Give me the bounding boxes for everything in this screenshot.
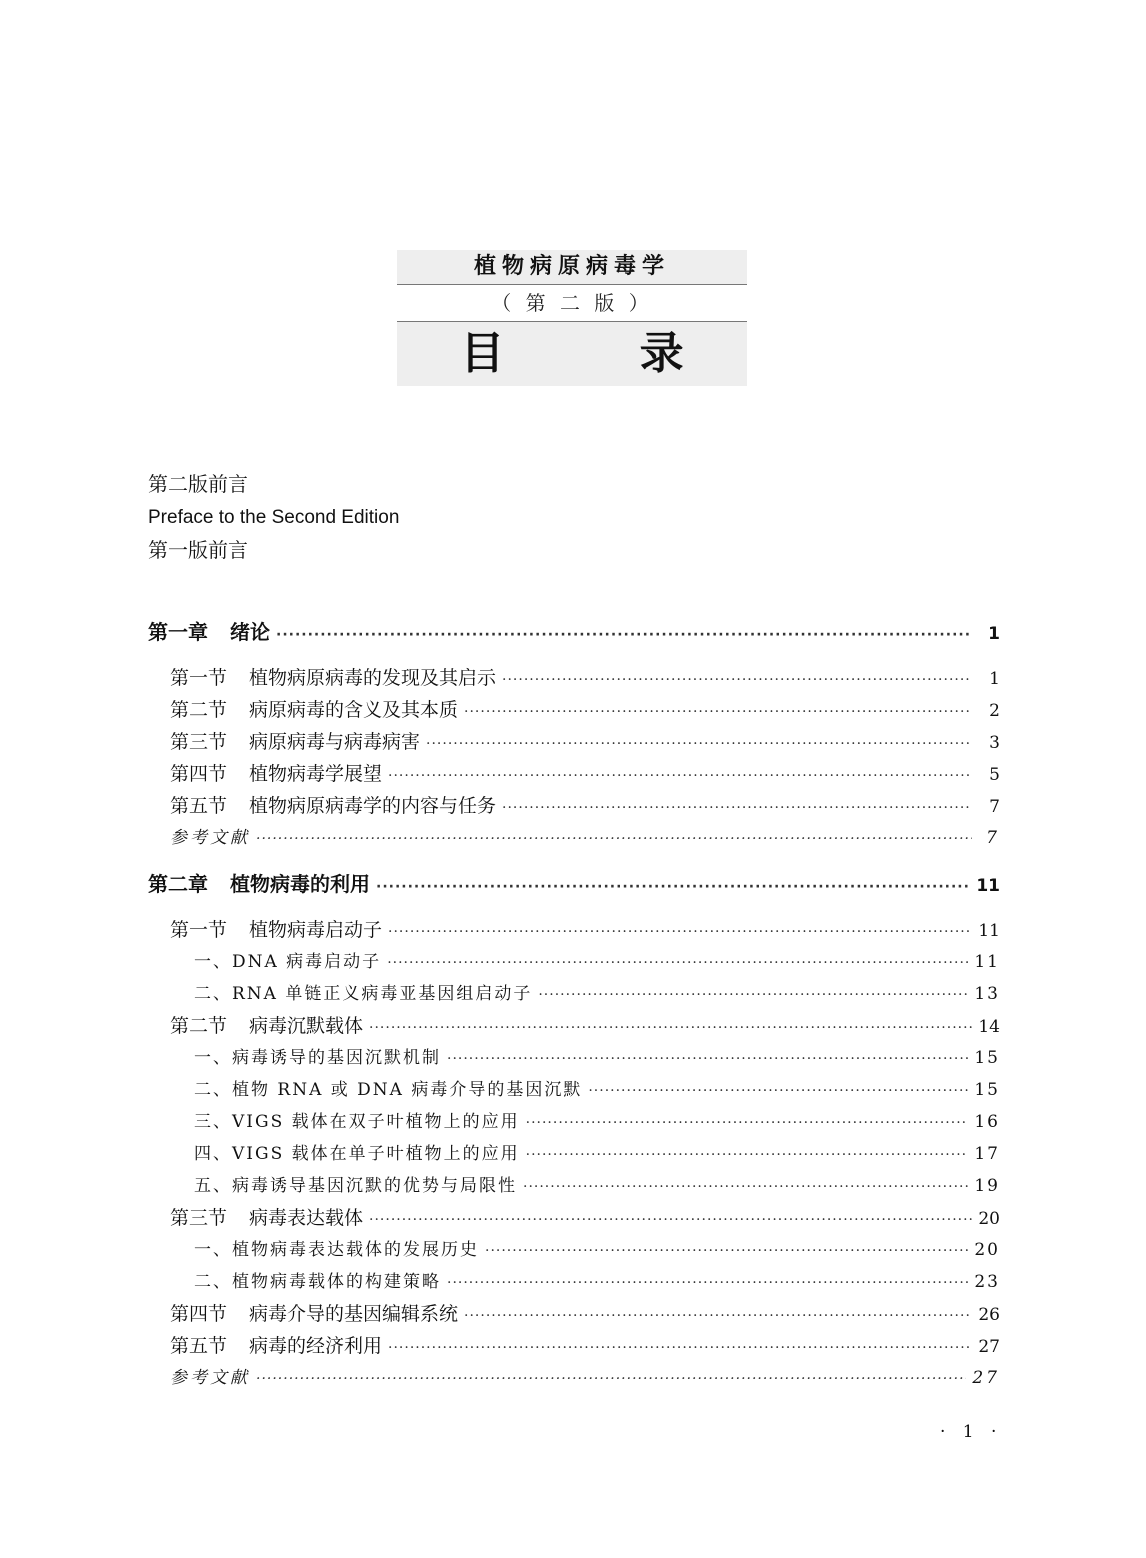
toc-section-label [170, 1202, 363, 1234]
front-matter-list [148, 468, 399, 567]
toc-section-title: 病原病毒与病毒病害 [249, 731, 421, 753]
dot-leader [388, 760, 972, 792]
toc-chapter[interactable] [148, 864, 1000, 904]
toc-section[interactable] [148, 726, 1000, 758]
dot-leader [538, 979, 968, 1011]
toc-subsection-label [194, 1074, 582, 1106]
dot-leader [526, 1107, 969, 1139]
toc-subsection[interactable] [148, 1170, 1000, 1202]
dot-leader [388, 916, 972, 948]
dot-leader [256, 1363, 966, 1395]
dot-leader [502, 664, 972, 696]
page-ref: 26 [978, 1305, 1000, 1325]
dot-leader [447, 1043, 968, 1075]
toc-section[interactable] [148, 694, 1000, 726]
toc-subsection-label [194, 1234, 479, 1266]
dot-leader [426, 728, 972, 760]
page-ref: 7 [986, 828, 1000, 848]
toc-subsection-label [194, 1042, 441, 1074]
toc-subsection-label [194, 1266, 441, 1298]
toc-chapter-number: 第一章 [148, 620, 208, 644]
toc-subsection-label [194, 1106, 520, 1138]
toc-section-title: 植物病原病毒学的内容与任务 [249, 795, 497, 817]
toc-section-number: 第二节 [170, 1015, 228, 1037]
toc-section-label [170, 1298, 458, 1330]
toc-subsection[interactable] [148, 1042, 1000, 1074]
toc-subsection-label [194, 1138, 520, 1170]
page-ref: 19 [974, 1176, 1000, 1196]
dot-leader [447, 1267, 968, 1299]
table-of-contents [148, 612, 1000, 1394]
toc-subsection[interactable] [148, 946, 1000, 978]
toc-subsection-title: 二、植物病毒载体的构建策略 [194, 1272, 441, 1292]
toc-subsection-title: 一、植物病毒表达载体的发展历史 [194, 1240, 479, 1260]
page-ref: 1 [989, 669, 1000, 689]
book-title: 植物病原病毒学 [397, 250, 747, 284]
toc-subsection-label [194, 978, 532, 1010]
front-matter-item[interactable]: 第一版前言 [148, 538, 248, 562]
toc-section-number: 第二节 [170, 699, 228, 721]
toc-subsection-title: 二、RNA 单链正义病毒亚基因组启动子 [194, 984, 533, 1004]
toc-subsection-title: 一、DNA 病毒启动子 [194, 952, 382, 972]
page-ref: 15 [974, 1080, 1000, 1100]
toc-references[interactable] [148, 822, 1000, 854]
dot-leader [388, 1332, 972, 1364]
title-block [397, 250, 747, 386]
dot-leader [256, 823, 972, 855]
page-ref: 11 [976, 876, 1000, 896]
toc-section-label [170, 694, 458, 726]
toc-section-label [170, 1010, 363, 1042]
toc-section-title: 病毒的经济利用 [249, 1335, 383, 1357]
toc-subsection[interactable] [148, 1234, 1000, 1266]
page-ref: 27 [972, 1368, 1000, 1388]
toc-section[interactable] [148, 1330, 1000, 1362]
dot-leader [588, 1075, 968, 1107]
page-ref: 23 [974, 1272, 1000, 1292]
toc-subsection-title: 二、植物 RNA 或 DNA 病毒介导的基因沉默 [194, 1080, 583, 1100]
dot-leader [526, 1139, 969, 1171]
toc-chapter-number: 第二章 [148, 872, 208, 896]
toc-references-title: 参考文献 [170, 1368, 250, 1388]
page-ref: 15 [974, 1048, 1000, 1068]
toc-section-label [170, 790, 496, 822]
page-ref: 2 [989, 701, 1000, 721]
toc-section[interactable] [148, 758, 1000, 790]
dot-leader [276, 615, 972, 655]
toc-heading: 目 录 [397, 322, 747, 386]
toc-subsection-label [194, 946, 381, 978]
page-number: · 1 · [940, 1422, 1003, 1442]
toc-references-label [170, 822, 250, 854]
toc-section-number: 第一节 [170, 667, 228, 689]
page-ref: 3 [989, 733, 1000, 753]
dot-leader [369, 1012, 972, 1044]
toc-section-number: 第三节 [170, 731, 228, 753]
page-ref: 27 [978, 1337, 1000, 1357]
toc-chapter-label [148, 864, 370, 904]
toc-subsection-title: 五、病毒诱导基因沉默的优势与局限性 [194, 1176, 517, 1196]
toc-section[interactable] [148, 1010, 1000, 1042]
toc-section-title: 病毒表达载体 [249, 1207, 364, 1229]
toc-section-number: 第三节 [170, 1207, 228, 1229]
page-ref: 16 [974, 1112, 1000, 1132]
toc-section-label [170, 914, 382, 946]
page-ref: 20 [978, 1209, 1000, 1229]
toc-section-number: 第一节 [170, 919, 228, 941]
page-ref: 5 [989, 765, 1000, 785]
toc-subsection[interactable] [148, 1106, 1000, 1138]
page-ref: 11 [974, 952, 1000, 972]
toc-references-label [170, 1362, 250, 1394]
dot-leader [464, 1300, 972, 1332]
toc-references[interactable] [148, 1362, 1000, 1394]
page-ref: 11 [978, 921, 1000, 941]
page-ref: 20 [974, 1240, 1000, 1260]
toc-section[interactable] [148, 1202, 1000, 1234]
toc-section[interactable] [148, 790, 1000, 822]
toc-section-label [170, 1330, 382, 1362]
page-ref: 14 [978, 1017, 1000, 1037]
toc-subsection-title: 三、VIGS 载体在双子叶植物上的应用 [194, 1112, 520, 1132]
dot-leader [523, 1171, 968, 1203]
dot-leader [369, 1204, 972, 1236]
toc-subsection[interactable] [148, 978, 1000, 1010]
toc-section-number: 第四节 [170, 1303, 228, 1325]
toc-subsection-title: 四、VIGS 载体在单子叶植物上的应用 [194, 1144, 520, 1164]
toc-section-title: 植物病毒启动子 [249, 919, 383, 941]
toc-section-title: 病原病毒的含义及其本质 [249, 699, 459, 721]
toc-section-number: 第五节 [170, 795, 228, 817]
toc-section-number: 第四节 [170, 763, 228, 785]
toc-section-label [170, 758, 382, 790]
dot-leader [387, 947, 968, 979]
toc-chapter-label [148, 612, 270, 652]
front-matter-item[interactable]: 第二版前言 [148, 472, 248, 496]
toc-section[interactable] [148, 1298, 1000, 1330]
dot-leader [485, 1235, 968, 1267]
toc-section-title: 植物病毒学展望 [249, 763, 383, 785]
toc-chapter-title: 绪论 [230, 620, 270, 644]
dot-leader [502, 792, 972, 824]
front-matter-item[interactable]: Preface to the Second Edition [148, 507, 400, 528]
toc-subsection[interactable] [148, 1138, 1000, 1170]
edition-label: （ 第 二 版 ） [491, 291, 653, 315]
toc-section-number: 第五节 [170, 1335, 228, 1357]
toc-chapter[interactable] [148, 612, 1000, 652]
toc-subsection-title: 一、病毒诱导的基因沉默机制 [194, 1048, 441, 1068]
toc-subsection-label [194, 1170, 517, 1202]
page-ref: 1 [988, 624, 1000, 644]
page-ref: 7 [989, 797, 1000, 817]
toc-chapter-title: 植物病毒的利用 [230, 872, 370, 896]
toc-subsection[interactable] [148, 1074, 1000, 1106]
dot-leader [464, 696, 972, 728]
toc-subsection[interactable] [148, 1266, 1000, 1298]
page-ref: 13 [974, 984, 1000, 1004]
toc-section[interactable] [148, 914, 1000, 946]
toc-section-title: 植物病原病毒的发现及其启示 [249, 667, 497, 689]
toc-section[interactable] [148, 662, 1000, 694]
toc-section-title: 病毒沉默载体 [249, 1015, 364, 1037]
toc-section-label [170, 726, 420, 758]
page-ref: 17 [974, 1144, 1000, 1164]
toc-references-title: 参考文献 [170, 828, 250, 848]
toc-section-label [170, 662, 496, 694]
dot-leader [376, 867, 970, 907]
toc-section-title: 病毒介导的基因编辑系统 [249, 1303, 459, 1325]
